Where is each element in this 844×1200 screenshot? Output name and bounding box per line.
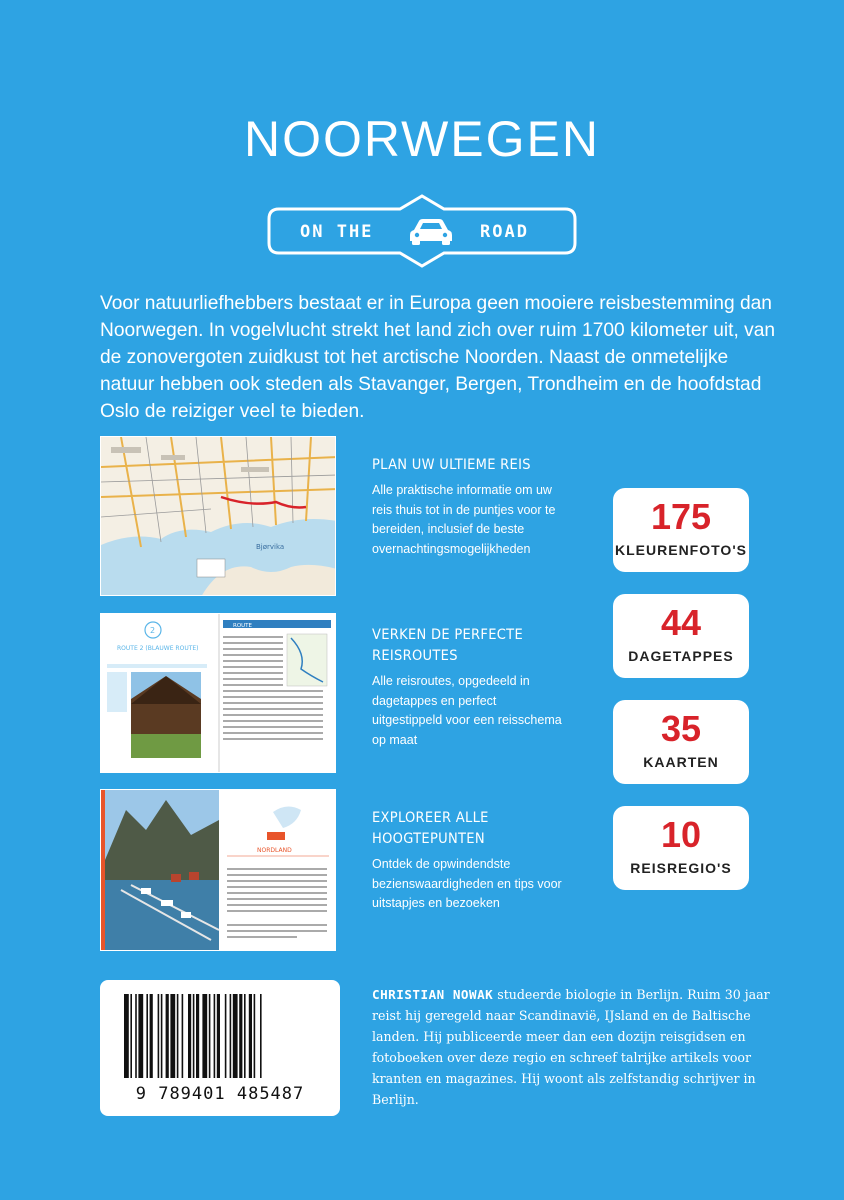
barcode-bar: [193, 994, 195, 1078]
stat-label: KLEURENFOTO'S: [615, 542, 747, 558]
barcode-bar: [188, 994, 191, 1078]
route-thumbnail: [100, 613, 336, 773]
stat-photos: [613, 488, 749, 572]
region-title: NORDLAND: [257, 847, 292, 854]
feature-text: Alle praktische informatie om uw reis thuis tot in de puntjes voor te bereiden, inclusief de beste overnachtingsmogelijkheden: [372, 483, 556, 556]
barcode-bar: [130, 994, 132, 1078]
barcode-bar: [196, 994, 199, 1078]
barcode-bar: [230, 994, 232, 1078]
barcode-bar: [124, 994, 129, 1078]
stat-number: 175: [650, 496, 712, 537]
author-text: studeerde biologie in Berlijn. Ruim 30 jaar reist hij geregeld naar Scandinavië, IJsland en de Baltische landen. Hij publiceerde meer dan een dozijn reisgidsen en fotoboeken over deze regio en schreef talrijke artikels voor kranten en magazines. Hij woont als zelfstandig schrijver in Berlijn.: [372, 987, 770, 1107]
route-header: ROUTE: [233, 623, 253, 629]
barcode-bar: [225, 994, 227, 1078]
barcode-bar: [166, 994, 169, 1078]
feature-title: EXPLOREER ALLE HOOGTEPUNTEN: [372, 810, 489, 847]
route-title: ROUTE 2 (BLAUWE ROUTE): [117, 645, 199, 652]
stat-number: 35: [660, 708, 702, 749]
stat-regions: [613, 806, 749, 890]
stat-label: DAGETAPPES: [628, 648, 734, 664]
map-label: Bjørvika: [256, 543, 285, 551]
barcode-bar: [170, 994, 175, 1078]
barcode-bars: [100, 980, 340, 1084]
barcode-bar: [233, 994, 238, 1078]
barcode-bar: [182, 994, 184, 1078]
isbn-digits: 9 789401 485487: [135, 1084, 305, 1104]
stat-maps: [613, 700, 749, 784]
barcode-bar: [214, 994, 216, 1078]
stat-number: 44: [660, 602, 702, 643]
stat-label: KAARTEN: [643, 754, 719, 770]
barcode-bar: [239, 994, 242, 1078]
stat-number: 10: [660, 814, 702, 855]
barcode-bar: [244, 994, 246, 1078]
feature-plan: [372, 455, 567, 559]
barcode-bar: [177, 994, 179, 1078]
barcode-bar: [202, 994, 207, 1078]
feature-highlights: [372, 808, 567, 914]
barcode-bar: [254, 994, 256, 1078]
on-the-road-badge: [265, 192, 579, 270]
feature-text: Alle reisroutes, opgedeeld in dagetappes en perfect uitgestippeld voor een reisschema op maat: [372, 674, 562, 747]
barcode-bar: [158, 994, 160, 1078]
book-title: NOORWEGEN: [244, 111, 600, 167]
barcode-bar: [150, 994, 153, 1078]
barcode: [100, 980, 340, 1116]
feature-text: Ontdek de opwindendste bezienswaardigheden en tips voor uitstapjes en bezoeken: [372, 857, 562, 910]
badge-text-left: ON THE: [300, 222, 374, 242]
intro-paragraph: Voor natuurliefhebbers bestaat er in Europa geen mooiere reisbestemming dan Noorwegen. In vogelvlucht strekt het land zich over ruim 1700 kilometer uit, van de zonovergoten zuidkust tot het arctische Noorden. Naast de onmetelijke natuur hebben ook steden als Stavanger, Bergen, Trondheim en de hoofdstad Oslo de reiziger veel te bieden.: [100, 293, 776, 422]
barcode-bar: [217, 994, 220, 1078]
author-bio: [372, 984, 772, 1110]
barcode-bar: [146, 994, 148, 1078]
stat-label: REISREGIO'S: [630, 860, 732, 876]
barcode-bar: [260, 994, 262, 1078]
stat-stages: [613, 594, 749, 678]
barcode-bar: [209, 994, 211, 1078]
barcode-bar: [249, 994, 252, 1078]
map-thumbnail: [100, 436, 336, 596]
feature-routes: [372, 625, 567, 750]
feature-title: VERKEN DE PERFECTE REISROUTES: [372, 627, 523, 664]
badge-text-right: ROAD: [480, 222, 529, 242]
barcode-bar: [135, 994, 137, 1078]
region-thumbnail: [100, 789, 336, 951]
author-name: CHRISTIAN NOWAK: [372, 987, 494, 1002]
barcode-bar: [138, 994, 143, 1078]
feature-title: PLAN UW ULTIEME REIS: [372, 457, 531, 473]
svg-text:2: 2: [150, 626, 156, 635]
barcode-bar: [161, 994, 163, 1078]
